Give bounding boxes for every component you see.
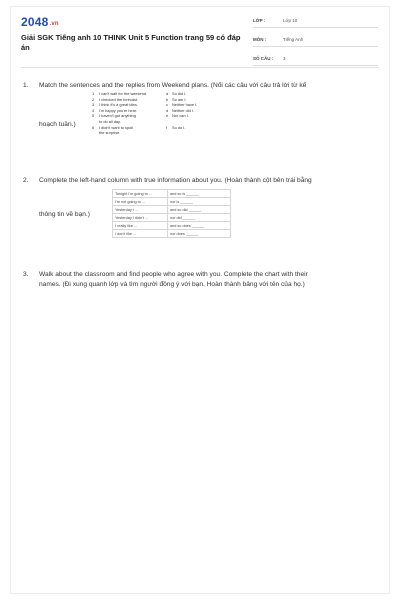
match-row	[92, 130, 252, 136]
question-number: 1.	[23, 82, 29, 89]
match-sentence: I think it's a great idea.	[99, 102, 138, 108]
table-cell-left: I really like ...	[113, 222, 168, 230]
table-cell-right: and so is ______	[168, 190, 231, 198]
meta-info	[253, 14, 378, 71]
match-reply: Neither did I.	[172, 107, 195, 113]
match-number: 1	[92, 91, 95, 96]
meta-label: LỚP :	[253, 18, 266, 23]
meta-row-class	[253, 14, 378, 28]
match-letter: e	[166, 113, 169, 119]
table-row	[113, 198, 231, 206]
meta-label: MÔN :	[253, 37, 267, 42]
fill-in-table	[112, 189, 231, 238]
match-reply: So do I.	[172, 124, 186, 130]
table-cell-left: Tonight I'm going to ...	[113, 190, 168, 198]
match-number: 4	[92, 107, 95, 113]
table-row	[113, 190, 231, 198]
site-logo[interactable]	[21, 15, 59, 29]
table-row	[113, 214, 231, 222]
table-cell-right: and so did ______	[168, 206, 231, 214]
question-number: 2.	[23, 177, 29, 184]
match-sentence: to do all day.	[99, 118, 121, 124]
match-number	[92, 130, 99, 136]
table-row	[113, 222, 231, 230]
meta-value: Tiếng Anh	[283, 37, 304, 42]
match-number: 2	[92, 96, 95, 102]
table-cell-left: I don't like ...	[113, 230, 168, 238]
logo-suffix-text: .vn	[49, 21, 59, 27]
table-cell-right: and so does ______	[168, 222, 231, 230]
match-letter: d	[166, 107, 169, 113]
meta-row-count	[253, 52, 378, 66]
match-reply	[172, 130, 252, 136]
match-sentence: I didn't want to spoil	[99, 124, 134, 130]
question-number: 3.	[23, 271, 29, 278]
question-text-line: names. (Đi xung quanh lớp và tìm người đồng ý với bạn. Hoàn thành bảng với tên của họ.)	[39, 281, 305, 288]
table-cell-right: nor did ______	[168, 214, 231, 222]
meta-value: 3	[283, 56, 286, 61]
question-text-line: Match the sentences and the replies from Weekend plans. (Nối các câu với câu trả lời từ kế	[39, 82, 307, 89]
question-text-line: thông tin về bạn.)	[39, 211, 90, 218]
match-reply: So am I.	[172, 96, 187, 102]
match-reply: So did I.	[172, 91, 187, 96]
table-row	[113, 230, 231, 238]
document-title: Giải SGK Tiếng anh 10 THINK Unit 5 Function trang 59 có đáp án	[21, 33, 241, 52]
question-1	[23, 81, 369, 91]
table-cell-left: I'm not going to ...	[113, 198, 168, 206]
question-2	[23, 176, 369, 186]
match-letter: b	[166, 96, 169, 102]
question-text-line: Walk about the classroom and find people who agree with you. Complete the chart with their	[39, 271, 308, 278]
logo-main-text: 2048	[21, 15, 49, 29]
match-sentence: the surprise.	[99, 130, 121, 136]
match-reply: Neither have I.	[172, 102, 198, 108]
match-reply: Nor can I.	[172, 113, 189, 119]
header-divider	[21, 67, 379, 68]
table-cell-right: nor is ______	[168, 198, 231, 206]
question-text-line: Complete the left-hand column with true information about you. (Hoàn thành cột bên trái bằng	[39, 177, 312, 184]
table-cell-left: Yesterday I ...	[113, 206, 168, 214]
question-3	[23, 270, 369, 290]
match-number: 5	[92, 113, 95, 119]
meta-row-subject	[253, 33, 378, 47]
question-1-continued	[23, 120, 83, 130]
match-number: 6	[92, 124, 95, 130]
match-number: 3	[92, 102, 95, 108]
table-cell-right: nor does ______	[168, 230, 231, 238]
match-sentence: I'm happy you're here.	[99, 107, 138, 113]
meta-value: Lớp 10	[283, 18, 298, 23]
match-letter: f	[166, 124, 168, 130]
match-list	[92, 91, 252, 136]
meta-label: SỐ CÂU :	[253, 56, 274, 61]
match-sentence: I checked the forecast.	[99, 96, 139, 102]
match-sentence: I can't wait for the weekend.	[99, 91, 148, 96]
match-sentence: I haven't got anything	[99, 113, 136, 119]
match-letter: a	[166, 91, 169, 96]
table-cell-left: Yesterday I didn't ...	[113, 214, 168, 222]
match-letter: c	[166, 102, 168, 108]
question-text-line: hoạch tuần.)	[39, 121, 76, 128]
question-2-continued	[23, 210, 108, 220]
table-row	[113, 206, 231, 214]
